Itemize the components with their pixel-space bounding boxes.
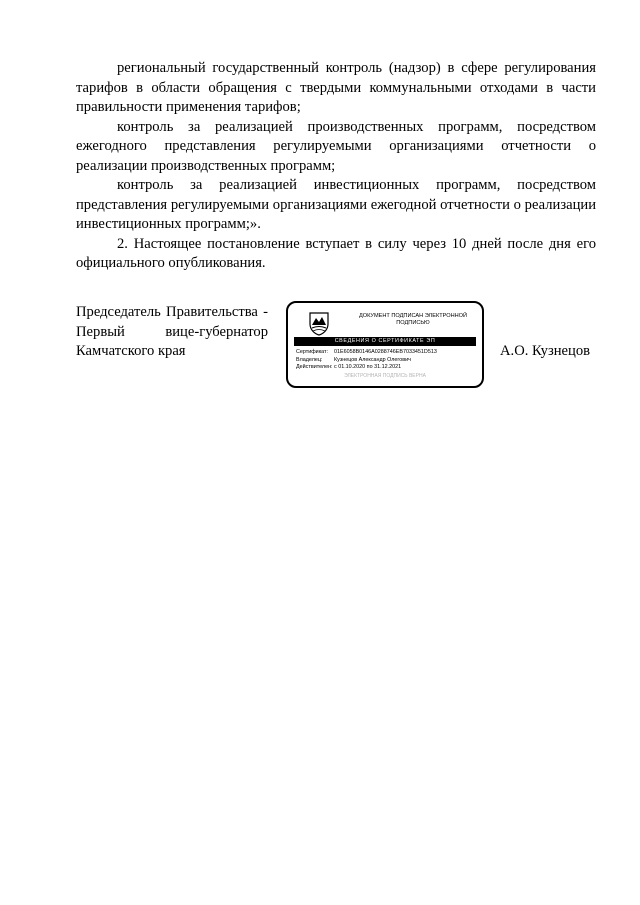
position-line: Камчатского края (76, 343, 186, 359)
signatory-position (76, 303, 268, 362)
stamp-row-certificate (296, 349, 437, 357)
stamp-value: 01E6058B0146A0288746EB7033451D513 (334, 349, 437, 355)
stamp-label: Действителен: (296, 364, 333, 370)
stamp-label: Владелец: (296, 356, 323, 363)
stamp-value: Кузнецов Александр Олегович (334, 356, 411, 363)
stamp-label: Сертификат: (296, 349, 329, 355)
stamp-title-bar: СВЕДЕНИЯ О СЕРТИФИКАТЕ ЭП (294, 337, 476, 346)
paragraph-regional-control: региональный государственный контроль (надзор) в сфере регулирования тарифов в области обращения с твердыми коммунальными отходами в части правильности применения тарифов; (76, 60, 596, 115)
position-line: Председатель Правительства - (76, 304, 268, 320)
document-body (76, 59, 596, 274)
stamp-details (296, 349, 437, 372)
coat-of-arms-icon (308, 310, 330, 336)
stamp-value: с 01.10.2020 по 31.12.2021 (334, 364, 402, 370)
stamp-row-validity (296, 364, 437, 372)
paragraph-effective-date: 2. Настоящее постановление вступает в силу через 10 дней после дня его официального опубликования. (76, 235, 596, 271)
stamp-header: ДОКУМЕНТ ПОДПИСАН ЭЛЕКТРОННОЙ ПОДПИСЬЮ (358, 313, 468, 326)
paragraph-production-programs: контроль за реализацией производственных программ, посредством ежегодного представления регулируемыми организациями отчетности о реализации производственных программ; (76, 118, 596, 174)
stamp-footer: ЭЛЕКТРОННАЯ ПОДПИСЬ ВЕРНА (344, 373, 426, 379)
signatory-name: А.О. Кузнецов (500, 343, 591, 359)
electronic-signature-stamp (286, 301, 484, 388)
stamp-row-owner (296, 357, 437, 365)
position-line: Первый вице-губернатор (76, 323, 268, 340)
paragraph-investment-programs: контроль за реализацией инвестиционных программ, посредством представления регулируемыми организациями ежегодной отчетности о реализации инвестиционных программ;». (76, 177, 596, 232)
